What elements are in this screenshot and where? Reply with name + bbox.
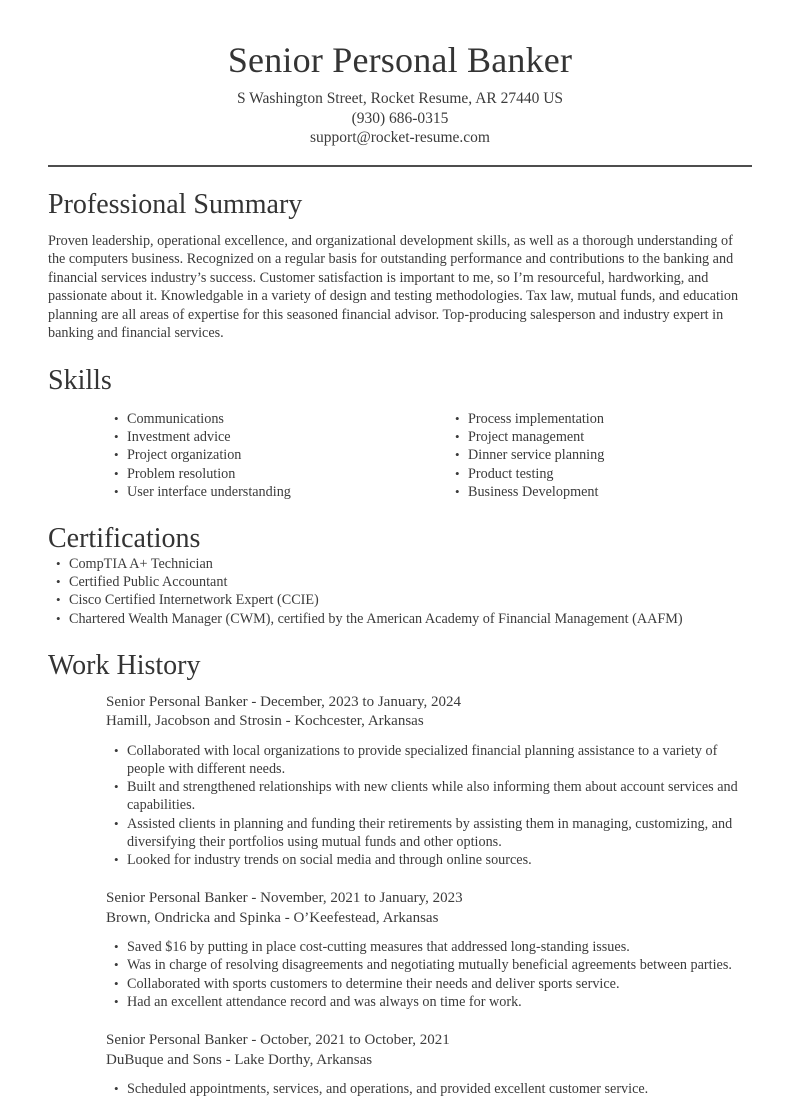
job-bullet: • Collaborated with local organizations to provide specialized financial planning assistance to a variety of people with different needs. (127, 742, 738, 778)
job-bullet-list (106, 938, 738, 1011)
certification-item: • CompTIA A+ Technician (69, 555, 752, 573)
job-bullet: • Built and strengthened relationships with new clients while also informing them about account services and capabilities. (127, 778, 738, 814)
job-bullet: • Collaborated with sports customers to determine their needs and deliver sports service. (127, 975, 738, 993)
section-work-history (48, 649, 752, 1098)
skill-item: • User interface understanding (127, 483, 447, 501)
section-certifications (48, 522, 752, 628)
section-skills (48, 364, 752, 501)
skills-heading: Skills (48, 364, 112, 396)
contact-block (48, 89, 752, 148)
job-title-line: Senior Personal Banker - December, 2023 to January, 2024 (106, 693, 461, 710)
skills-columns (106, 410, 738, 501)
certification-item: • Cisco Certified Internetwork Expert (CCIE) (69, 591, 752, 609)
contact-email: support@rocket-resume.com (310, 129, 490, 147)
job-company-line: Brown, Ondricka and Spinka - O’Keefestead, Arkansas (106, 909, 439, 926)
job-entry (106, 889, 738, 1011)
job-bullet: • Was in charge of resolving disagreements and negotiating mutually beneficial agreements between parties. (127, 956, 738, 974)
skills-list-right (447, 410, 738, 501)
job-entry (106, 1031, 738, 1098)
skills-list-left (106, 410, 447, 501)
work-history-heading: Work History (48, 649, 201, 681)
section-professional-summary (48, 188, 752, 343)
skill-item: • Business Development (468, 483, 738, 501)
job-company-line: Hamill, Jacobson and Strosin - Kochcester, Arkansas (106, 713, 424, 730)
header-divider (48, 165, 752, 167)
job-title-line: Senior Personal Banker - October, 2021 to October, 2021 (106, 1032, 450, 1049)
job-company-line: DuBuque and Sons - Lake Dorthy, Arkansas (106, 1051, 373, 1068)
certifications-list (48, 555, 752, 628)
summary-text: Proven leadership, operational excellence, and organizational development skills, as well as a thorough understanding of the computers business. Recognized on a regular basis for outstanding performance and contributions to the banking and financial services industry’s success. Customer satisfaction is important to me, so I’m resourceful, hardworking, and passionate about it. Knowledgable in a variety of design and testing methodologies. Tax law, mutual funds, and education planning are all areas of expertise for this seasoned financial advisor. Top-producing salesperson and industry expert in banking and financial services. (48, 232, 739, 342)
resume-title: Senior Personal Banker (227, 40, 573, 80)
skill-item: • Problem resolution (127, 465, 447, 483)
job-bullet: • Looked for industry trends on social media and through online sources. (127, 851, 738, 869)
skill-item: • Communications (127, 410, 447, 428)
skill-item: • Product testing (468, 465, 738, 483)
resume-header (48, 40, 752, 148)
job-bullet: • Assisted clients in planning and funding their retirements by assisting them in managing, customizing, and diversifying their portfolios using mutual funds and other options. (127, 815, 738, 851)
job-bullet: • Scheduled appointments, services, and operations, and provided excellent customer service. (127, 1080, 738, 1098)
job-bullet-list (106, 742, 738, 869)
job-bullet-list (106, 1080, 738, 1098)
summary-heading: Professional Summary (48, 188, 303, 220)
skill-item: • Process implementation (468, 410, 738, 428)
job-entry (106, 693, 738, 869)
skill-item: • Dinner service planning (468, 446, 738, 464)
certification-item: • Chartered Wealth Manager (CWM), certified by the American Academy of Financial Management (AAFM) (69, 610, 752, 628)
certifications-heading: Certifications (48, 522, 201, 554)
skill-item: • Project management (468, 428, 738, 446)
job-bullet: • Saved $16 by putting in place cost-cutting measures that addressed long-standing issues. (127, 938, 738, 956)
skill-item: • Project organization (127, 446, 447, 464)
skill-item: • Investment advice (127, 428, 447, 446)
job-bullet: • Had an excellent attendance record and was always on time for work. (127, 993, 738, 1011)
contact-phone: (930) 686-0315 (351, 109, 449, 127)
contact-address: S Washington Street, Rocket Resume, AR 27440 US (236, 90, 564, 108)
job-title-line: Senior Personal Banker - November, 2021 to January, 2023 (106, 890, 463, 907)
certification-item: • Certified Public Accountant (69, 573, 752, 591)
